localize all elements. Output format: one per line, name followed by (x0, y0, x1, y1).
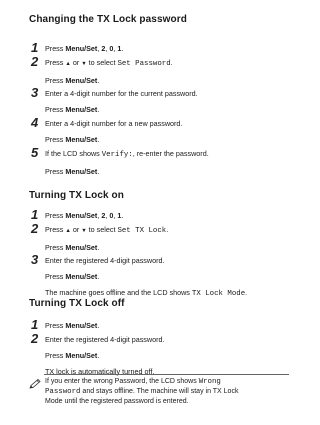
step-text: TX lock is automatically turned off. (45, 367, 155, 376)
step-3 (31, 85, 281, 115)
step-text: Press ▲ or ▼ to select Set Password. (45, 58, 173, 68)
section-heading-tx-lock-off: Turning TX Lock off (29, 298, 125, 309)
step-text: Press Menu/Set. (45, 105, 100, 114)
step-text: Press Menu/Set. (45, 76, 100, 85)
step-2 (31, 221, 281, 253)
step-number: 2 (31, 331, 39, 346)
step-number: 3 (31, 85, 39, 100)
step-text: Press Menu/Set, 2, 0, 1. (45, 211, 124, 220)
step-3 (31, 252, 281, 300)
step-1 (31, 317, 281, 332)
step-text: The machine goes offline and the LCD shows TX Lock Mode. (45, 288, 248, 298)
step-2 (31, 54, 281, 86)
step-number: 5 (31, 145, 39, 160)
section-heading-change-password: Changing the TX Lock password (29, 14, 187, 25)
step-text: Press Menu/Set. (45, 272, 100, 281)
step-2 (31, 331, 281, 377)
up-arrow-icon: ▲ (65, 227, 71, 234)
note-text: If you enter the wrong Password, the LCD shows Wrong (45, 378, 221, 386)
step-text: Press Menu/Set. (45, 167, 100, 176)
step-number: 1 (31, 40, 39, 55)
section-heading-tx-lock-on: Turning TX Lock on (29, 190, 124, 201)
step-text: Press Menu/Set. (45, 135, 100, 144)
step-number: 4 (31, 115, 39, 130)
note-text: Password and stays offline. The machine will stay in TX Lock (45, 388, 239, 396)
step-4 (31, 115, 281, 145)
step-number: 1 (31, 317, 39, 332)
step-number: 1 (31, 207, 39, 222)
step-1 (31, 207, 281, 222)
note-divider (44, 374, 289, 375)
up-arrow-icon: ▲ (65, 60, 71, 67)
step-1 (31, 40, 281, 55)
down-arrow-icon: ▼ (81, 60, 87, 67)
step-text: Press ▲ or ▼ to select Set TX Lock. (45, 225, 169, 235)
step-5 (31, 145, 281, 177)
step-number: 3 (31, 252, 39, 267)
step-number: 2 (31, 221, 39, 236)
step-text: Press Menu/Set. (45, 243, 100, 252)
pencil-note-icon (29, 376, 41, 386)
step-text: If the LCD shows Verify:, re-enter the password. (45, 149, 209, 159)
step-text: Enter a 4-digit number for a new password. (45, 119, 183, 128)
step-text: Enter the registered 4-digit password. (45, 256, 165, 265)
step-text: Enter the registered 4-digit password. (45, 335, 165, 344)
step-text: Press Menu/Set. (45, 351, 100, 360)
step-number: 2 (31, 54, 39, 69)
step-text: Press Menu/Set, 2, 0, 1. (45, 44, 124, 53)
note-box (45, 377, 285, 406)
note-text: Mode until the registered password is entered. (45, 398, 189, 405)
down-arrow-icon: ▼ (81, 227, 87, 234)
step-text: Enter a 4-digit number for the current password. (45, 89, 198, 98)
step-text: Press Menu/Set. (45, 321, 100, 330)
